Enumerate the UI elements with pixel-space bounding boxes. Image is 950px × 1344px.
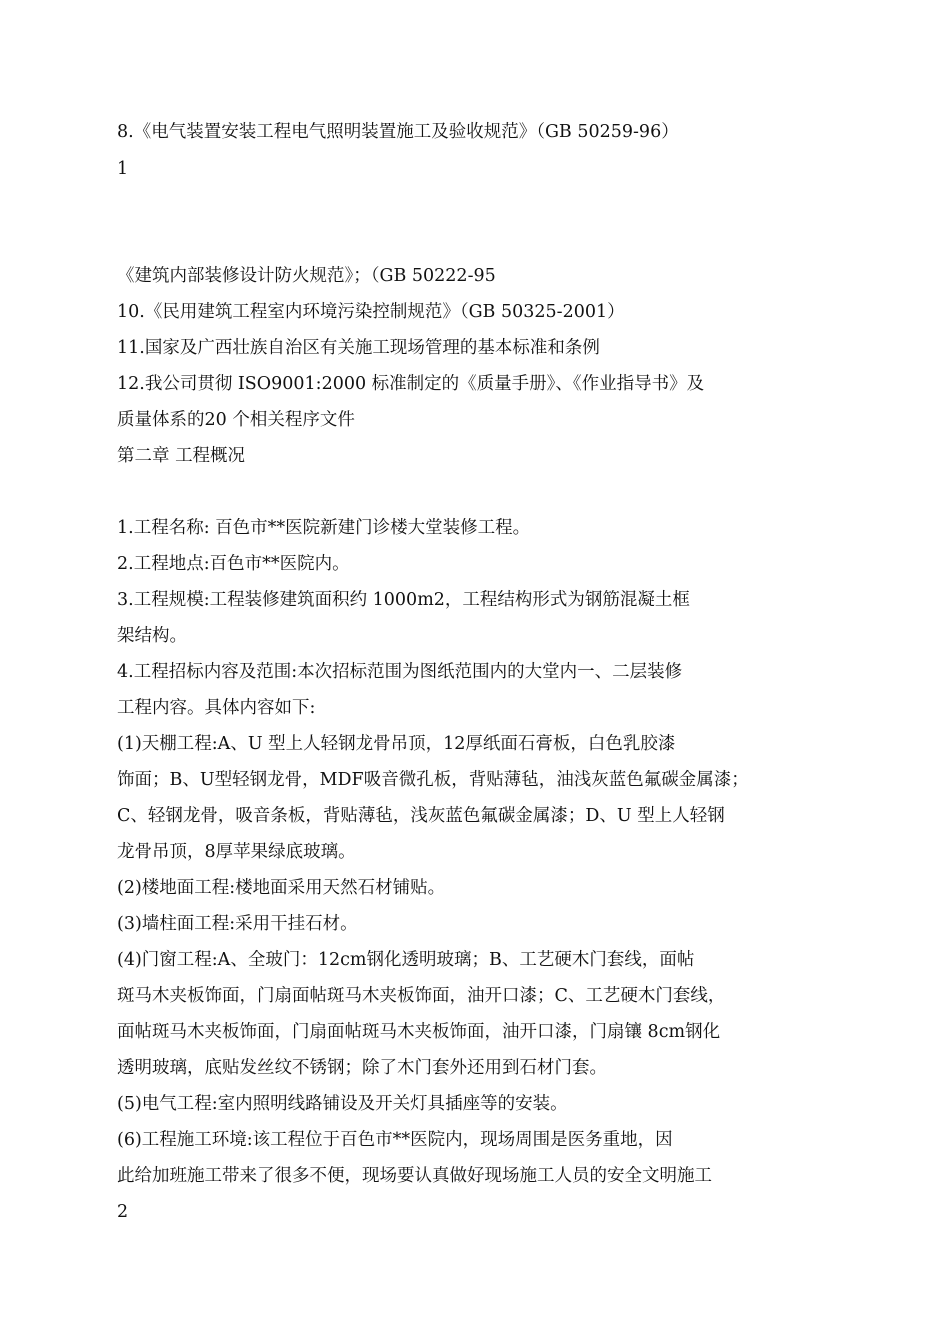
text-line: 此给加班施工带来了很多不便，现场要认真做好现场施工人员的安全文明施工 — [117, 1166, 712, 1186]
chapter-heading: 第二章 工程概况 — [117, 446, 246, 466]
text-line: (5)电气工程:室内照明线路铺设及开关灯具插座等的安装。 — [117, 1094, 568, 1114]
text-line: 透明玻璃，底贴发丝纹不锈钢；除了木门套外还用到石材门套。 — [117, 1058, 607, 1078]
text-line: 10.《民用建筑工程室内环境污染控制规范》（GB 50325-2001） — [117, 302, 625, 322]
text-line: 12.我公司贯彻 ISO9001:2000 标准制定的《质量手册》、《作业指导书》及 — [117, 374, 705, 394]
text-line: 1.工程名称: 百色市**医院新建门诊楼大堂装修工程。 — [117, 518, 531, 538]
text-line: 架结构。 — [117, 626, 187, 646]
text-line: (1)天棚工程:A、U 型上人轻钢龙骨吊顶，12厚纸面石膏板，白色乳胶漆 — [117, 734, 676, 754]
text-line: 11.国家及广西壮族自治区有关施工现场管理的基本标准和条例 — [117, 338, 600, 358]
text-line: (6)工程施工环境:该工程位于百色市**医院内，现场周围是医务重地，因 — [117, 1130, 673, 1150]
text-line: (4)门窗工程:A、全玻门：12cm钢化透明玻璃；B、工艺硬木门套线，面帖 — [117, 950, 695, 970]
text-line: 3.工程规模:工程装修建筑面积约 1000m2，工程结构形式为钢筋混凝土框 — [117, 590, 690, 610]
text-line: 8.《电气装置安装工程电气照明装置施工及验收规范》（GB 50259-96） — [117, 122, 679, 142]
text-line: C、轻钢龙骨，吸音条板，背贴薄毡，浅灰蓝色氟碳金属漆；D、U 型上人轻钢 — [117, 806, 725, 826]
text-line: 质量体系的20 个相关程序文件 — [117, 410, 355, 430]
text-line: 工程内容。具体内容如下: — [117, 698, 316, 718]
text-line: 斑马木夹板饰面，门扇面帖斑马木夹板饰面，油开口漆；C、工艺硬木门套线， — [117, 986, 726, 1006]
text-line: (3)墙柱面工程:采用干挂石材。 — [117, 914, 358, 934]
text-line: (2)楼地面工程:楼地面采用天然石材铺贴。 — [117, 878, 446, 898]
text-line: 饰面；B、U型轻钢龙骨，MDF吸音微孔板，背贴薄毡，油浅灰蓝色氟碳金属漆； — [117, 770, 749, 790]
page-number: 2 — [117, 1202, 129, 1222]
text-line: 4.工程招标内容及范围:本次招标范围为图纸范围内的大堂内一、二层装修 — [117, 662, 683, 682]
text-line: 《建筑内部装修设计防火规范》；（GB 50222-95 — [117, 266, 496, 286]
page-number: 1 — [117, 159, 129, 179]
text-line: 面帖斑马木夹板饰面，门扇面帖斑马木夹板饰面，油开口漆，门扇镶 8cm钢化 — [117, 1022, 721, 1042]
text-line: 2.工程地点:百色市**医院内。 — [117, 554, 350, 574]
text-line: 龙骨吊顶，8厚苹果绿底玻璃。 — [117, 842, 356, 862]
